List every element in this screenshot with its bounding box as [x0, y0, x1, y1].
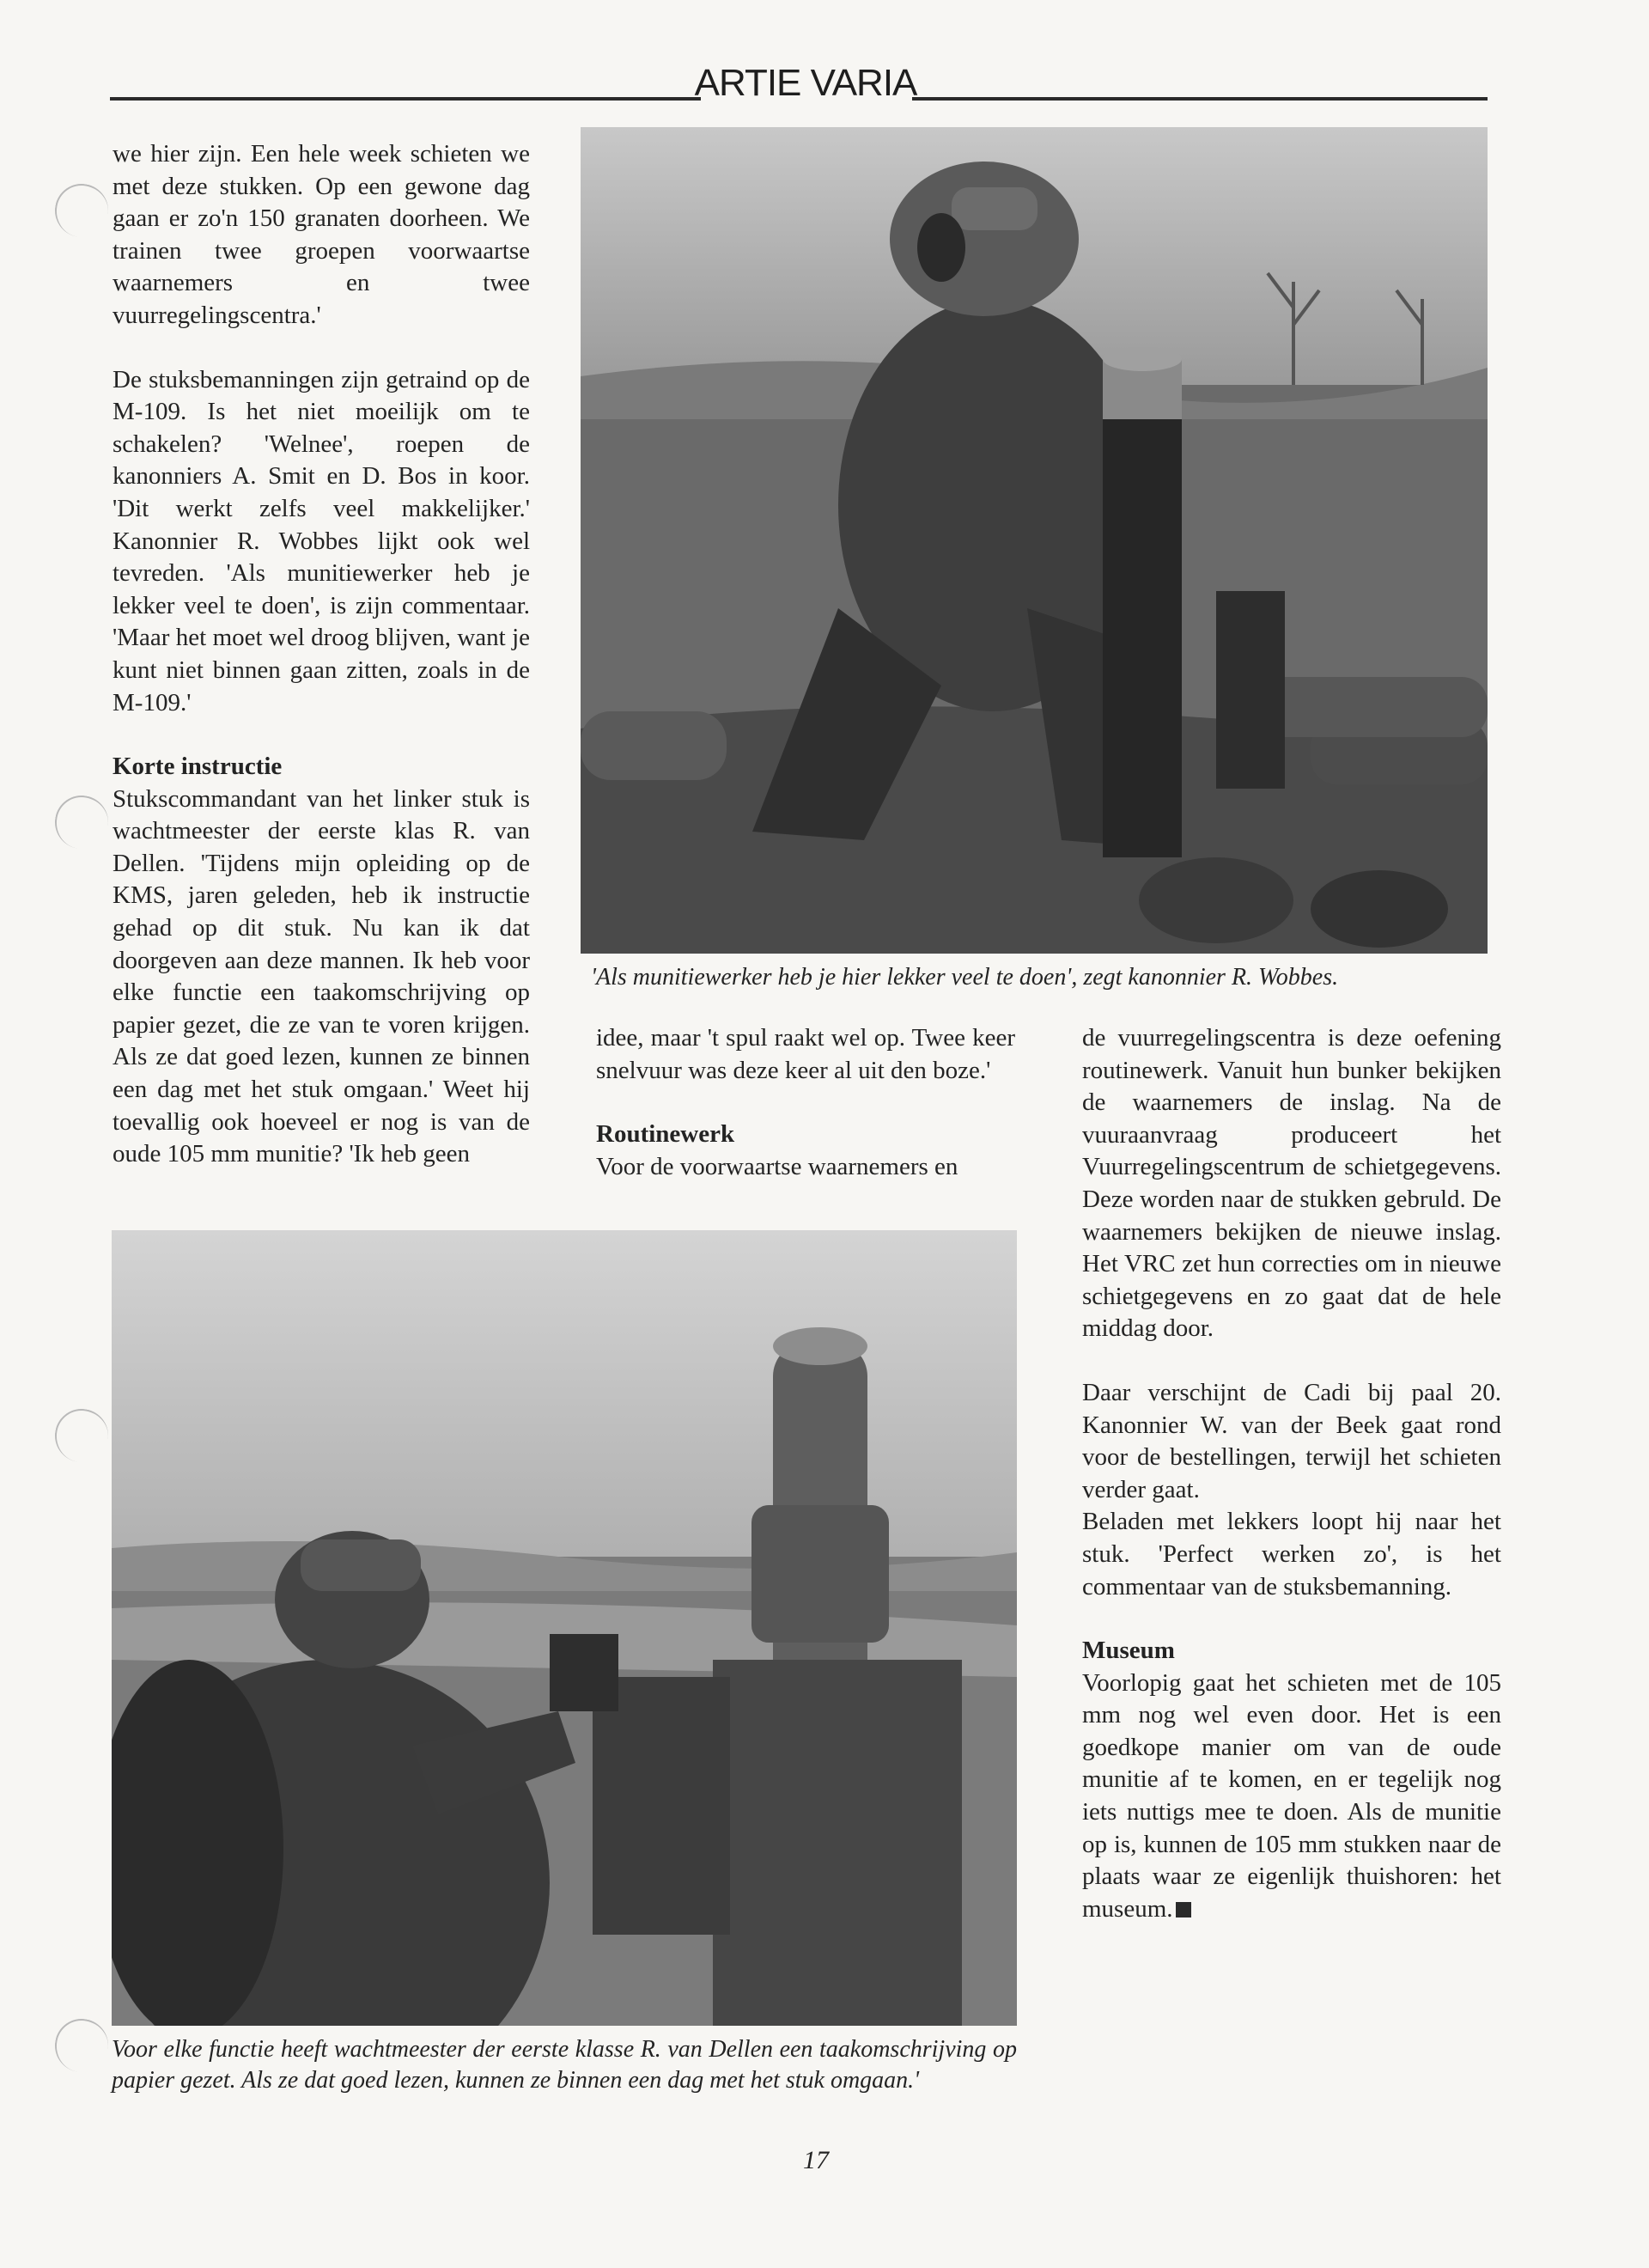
section-title: ARTIE VARIA: [694, 62, 917, 104]
paragraph: Voor de voorwaartse waarnemers en: [596, 1152, 958, 1180]
column-right: [1082, 1022, 1501, 1925]
paragraph: Daar verschijnt de Cadi bij paal 20. Kanonnier W. van der Beek gaat rond voor de bestellingen, terwijl het schieten verder gaat.: [1082, 1378, 1501, 1503]
photo-illustration: [112, 1230, 1017, 2026]
photo-ammunition-handler: [581, 127, 1488, 954]
punch-hole: [51, 791, 113, 853]
punch-hole: [51, 180, 113, 241]
column-middle: [596, 1022, 1015, 1183]
paragraph: [1082, 1667, 1501, 1926]
end-of-article-mark: [1176, 1902, 1191, 1917]
subheading: Museum: [1082, 1637, 1175, 1665]
photo-illustration: [581, 127, 1488, 954]
header-rule-left: [110, 97, 701, 101]
photo-caption-top: 'Als munitiewerker heb je hier lekker veel te doen', zegt kanonnier R. Wobbes.: [591, 964, 1339, 991]
paragraph-text: Voorlopig gaat het schieten met de 105 mm nog wel even door. Het is een goedkope manier om van de oude munitie af te komen, en er tegelijk nog iets nuttigs mee te doen. Als de munitie op is, kunnen de 105 mm stukken naar de plaats waar ze eigenlijk thuishoren: het museum.: [1082, 1668, 1501, 1923]
paragraph: idee, maar 't spul raakt wel op. Twee keer snelvuur was deze keer al uit den boze.': [596, 1024, 1015, 1084]
punch-hole: [51, 1405, 113, 1466]
photo-howitzer-crew: [112, 1230, 1017, 2026]
header-rule-right: [912, 97, 1488, 101]
punch-hole: [51, 2015, 113, 2076]
paragraph: we hier zijn. Een hele week schieten we met deze stukken. Op een gewone dag gaan er zo'n 150 granaten doorheen. We trainen twee groepen voorwaartse waarnemers en twee vuurregelingscentra.': [113, 140, 530, 329]
page-number: 17: [803, 2146, 829, 2174]
photo-caption-bottom: Voor elke functie heeft wachtmeester der eerste klasse R. van Dellen een taakomschrijving op papier gezet. Als ze dat goed lezen, kunnen ze binnen een dag met het stuk omgaan.': [112, 2036, 1017, 2094]
paragraph: Stukscommandant van het linker stuk is wachtmeester der eerste klas R. van Dellen. 'Tijdens mijn opleiding op de KMS, jaren geleden, heb ik instructie gehad op dit stuk. Nu kan ik dat doorgeven aan deze mannen. Ik heb voor elke functie een taakomschrijving op papier gezet, die ze van te voren krijgen. Als ze dat goed lezen, kunnen ze binnen een dag met het stuk omgaan.' Weet hij toevallig ook hoeveel er nog is van de oude 105 mm munitie? 'Ik heb geen: [113, 784, 530, 1168]
subheading: Korte instructie: [113, 753, 283, 781]
paragraph: De stuksbemanningen zijn getraind op de M-109. Is het niet moeilijk om te schakelen? 'Welnee', roepen de kanonniers A. Smit en D. Bos in koor. 'Dit werkt zelfs veel makkelijker.' Kanonnier R. Wobbes lijkt ook wel tevreden. 'Als munitiewerker heb je lekker veel te doen', is zijn commentaar. 'Maar het moet wel droog blijven, want je kunt niet binnen gaan zitten, zoals in de M-109.': [113, 365, 530, 716]
subheading: Routinewerk: [596, 1120, 735, 1149]
paragraph: de vuurregelingscentra is deze oefening routinewerk. Vanuit hun bunker bekijken de waarnemers de inslag. Na de vuuraanvraag produceert het Vuurregelingscentrum de schietgegevens. Deze worden naar de stukken gebruld. De waarnemers bekijken de nieuwe inslag. Het VRC zet hun correcties om in nieuwe schietgegevens en zo gaat dat de hele middag door.: [1082, 1024, 1501, 1343]
column-left: [113, 138, 530, 1171]
paragraph: Beladen met lekkers loopt hij naar het stuk. 'Perfect werken zo', is het commentaar van de stuksbemanning.: [1082, 1508, 1501, 1600]
